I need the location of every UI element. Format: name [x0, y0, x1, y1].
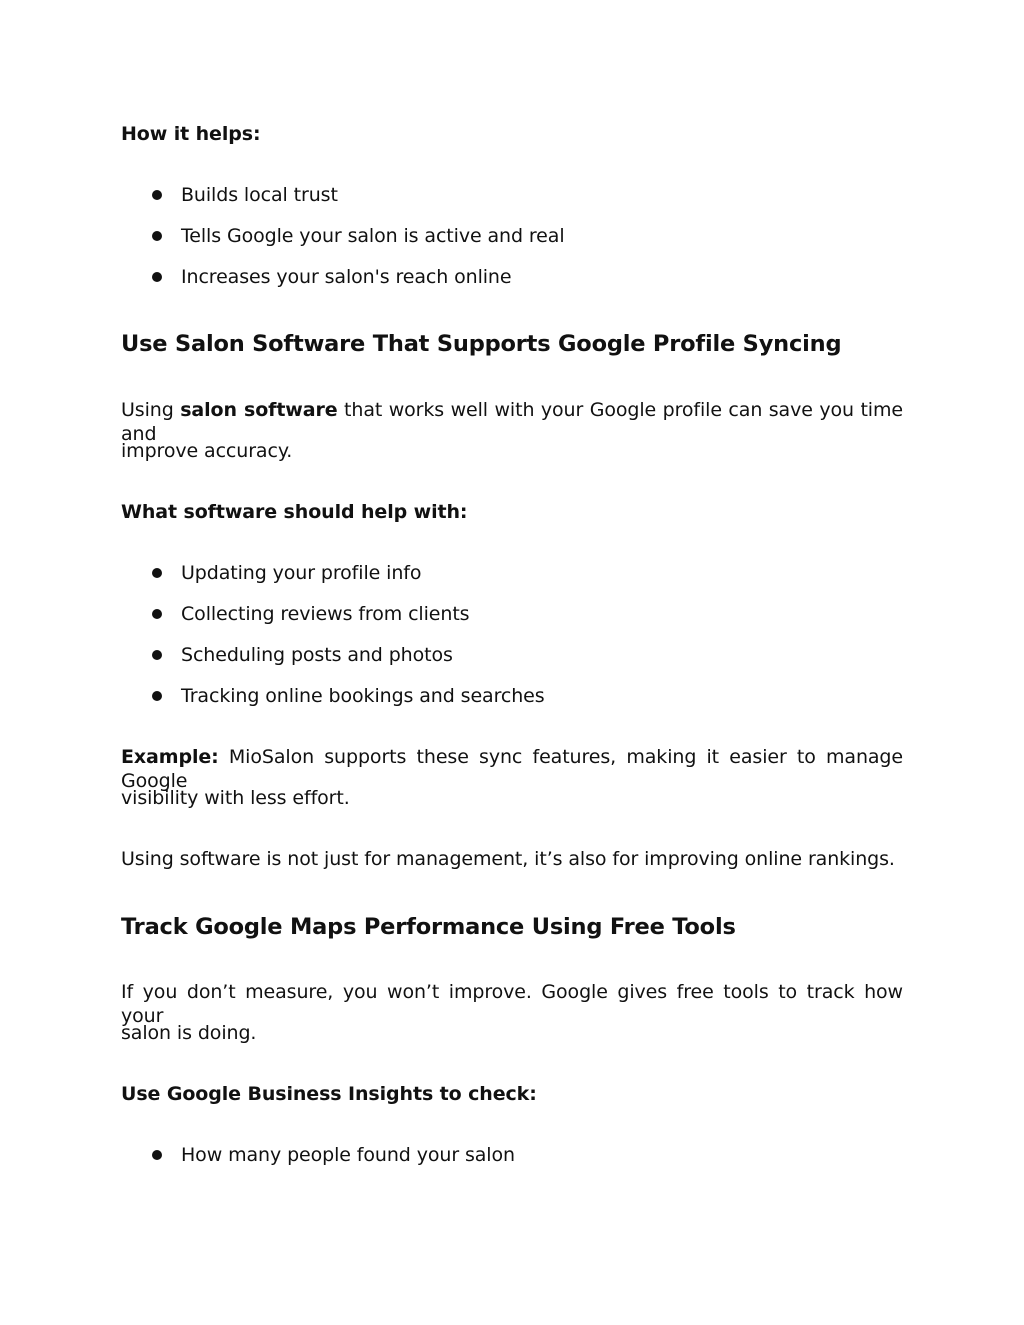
software-help-subheading: What software should help with: [121, 501, 468, 523]
list-item: Increases your salon's reach online [181, 266, 512, 288]
salon-software-emphasis: salon software [180, 399, 338, 421]
section-heading-salon-software: Use Salon Software That Supports Google Profile Syncing [121, 331, 842, 357]
list-item: Tells Google your salon is active and real [181, 225, 565, 247]
bullet-icon [150, 265, 164, 289]
list-item: Tracking online bookings and searches [181, 685, 545, 707]
bullet-icon [150, 684, 164, 708]
bullet-icon [150, 1143, 164, 1167]
list-item: Collecting reviews from clients [181, 603, 470, 625]
example-text: MioSalon supports these sync features, making it easier to manage Google [121, 746, 903, 792]
paragraph-suffix: that works well with your Google profile can save you time and [121, 399, 903, 445]
software-rankings-paragraph: Using software is not just for management, it’s also for improving online rankings. [121, 848, 895, 870]
bullet-icon [150, 561, 164, 585]
bullet-icon [150, 183, 164, 207]
example-continuation: visibility with less effort. [121, 787, 350, 809]
bullet-icon [150, 224, 164, 248]
list-item: How many people found your salon [181, 1144, 515, 1166]
list-item: Builds local trust [181, 184, 338, 206]
list-item: Updating your profile info [181, 562, 422, 584]
paragraph-prefix: Using [121, 399, 174, 421]
list-item: Scheduling posts and photos [181, 644, 453, 666]
bullet-icon [150, 602, 164, 626]
bullet-icon [150, 643, 164, 667]
paragraph-measure-text: If you don’t measure, you won’t improve. Google gives free tools to track how your [121, 981, 903, 1027]
insights-subheading: Use Google Business Insights to check: [121, 1083, 537, 1105]
section-heading-track-performance: Track Google Maps Performance Using Free Tools [121, 914, 736, 940]
example-label: Example: [121, 746, 219, 768]
how-it-helps-subheading: How it helps: [121, 123, 261, 145]
paragraph-measure-continuation: salon is doing. [121, 1022, 257, 1044]
paragraph-continuation: improve accuracy. [121, 440, 293, 462]
